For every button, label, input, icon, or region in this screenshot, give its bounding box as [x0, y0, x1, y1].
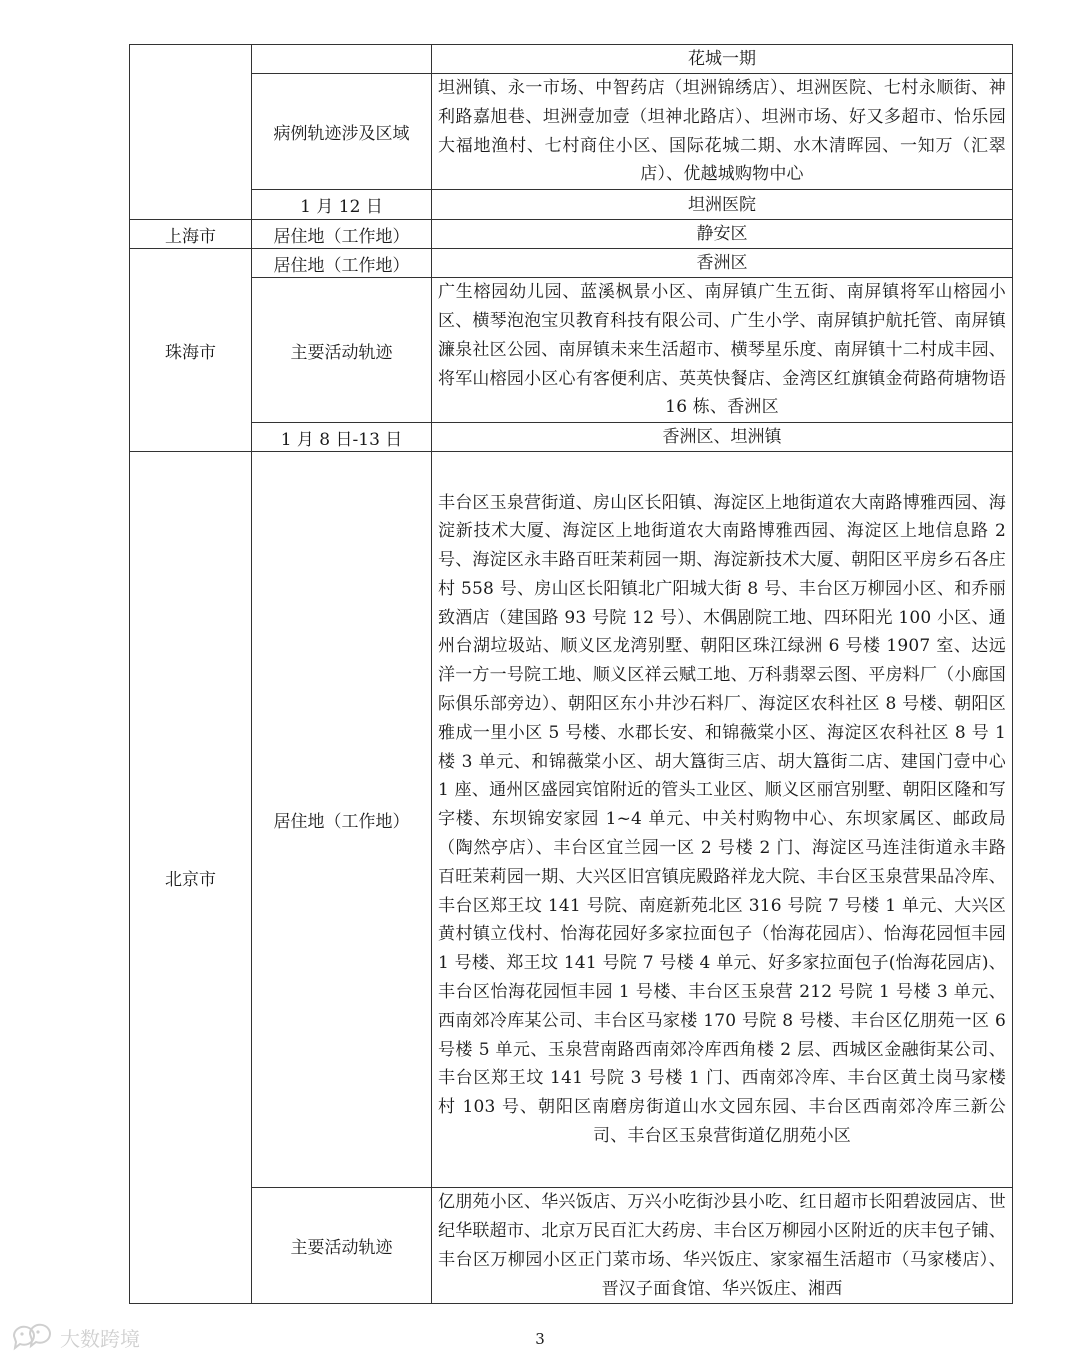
detail-cell [432, 74, 1013, 190]
table-row [130, 220, 1013, 249]
table-row [130, 190, 1013, 220]
page-number: 3 [535, 1330, 545, 1348]
table-row [130, 45, 1013, 74]
detail-cell: 香洲区、坦洲镇 [432, 423, 1013, 452]
category-cell: 居住地（工作地） [252, 249, 432, 278]
category-cell: 居住地（工作地） [252, 452, 432, 1188]
table-row [130, 1188, 1013, 1304]
date-cell: 1 月 8 日-13 日 [252, 423, 432, 452]
table-row [130, 278, 1013, 423]
detail-cell [432, 1188, 1013, 1304]
city-cell-zhongshan-continued [130, 45, 252, 220]
detail-cell: 静安区 [432, 220, 1013, 249]
category-cell: 主要活动轨迹 [252, 278, 432, 423]
detail-text: 广生榕园幼儿园、蓝溪枫景小区、南屏镇广生五街、南屏镇将军山榕园小区、横琴泡泡宝贝教育科技有限公司、广生小学、南屏镇护航托管、南屏镇濂泉社区公园、南屏镇未来生活超市、横琴星乐度、南屏镇十二村成丰园、将军山榕园小区心有客便利店、英英快餐店、金湾区红旗镇金荷路荷塘物语 16 栋、香洲区 [438, 282, 1006, 418]
category-cell: 主要活动轨迹 [252, 1188, 432, 1304]
city-cell: 上海市 [130, 220, 252, 249]
detail-cell: 香洲区 [432, 249, 1013, 278]
city-cell: 北京市 [130, 452, 252, 1304]
detail-cell: 坦洲医院 [432, 190, 1013, 220]
city-cell: 珠海市 [130, 249, 252, 452]
category-cell: 居住地（工作地） [252, 220, 432, 249]
category-cell: 病例轨迹涉及区域 [252, 74, 432, 190]
table-row [130, 74, 1013, 190]
detail-text: 亿朋苑小区、华兴饭店、万兴小吃街沙县小吃、红日超市长阳碧波园店、世纪华联超市、北京万民百汇大药房、丰台区万柳园小区附近的庆丰包子铺、丰台区万柳园小区正门菜市场、华兴饭庄、家家福生活超市（马家楼店）、晋汉子面食馆、华兴饭庄、湘西 [438, 1192, 1006, 1299]
watermark-text: 大数跨境 [60, 1326, 140, 1351]
date-cell: 1 月 12 日 [252, 190, 432, 220]
table-row [130, 452, 1013, 1188]
detail-cell: 花城一期 [432, 45, 1013, 74]
category-cell-empty [252, 45, 432, 74]
detail-cell [432, 452, 1013, 1188]
detail-text: 坦洲镇、永一市场、中智药店（坦洲锦绣店）、坦洲医院、七村永顺街、神利路嘉旭巷、坦洲壹加壹（坦神北路店）、坦洲市场、好又多超市、怡乐园大福地渔村、七村商住小区、国际花城二期、水木清晖园、一知万（汇翠店）、优越城购物中心 [438, 78, 1006, 185]
table-row [130, 249, 1013, 278]
table-row [130, 423, 1013, 452]
trajectory-table [129, 44, 1013, 1304]
detail-text: 丰台区玉泉营街道、房山区长阳镇、海淀区上地街道农大南路博雅西园、海淀新技术大厦、海淀区上地街道农大南路博雅西园、海淀区上地信息路 2 号、海淀区永丰路百旺茉莉园一期、海淀新技术大厦、朝阳区平房乡石各庄村 558 号、房山区长阳镇北广阳城大街 8 号、丰台区万柳园小区、和乔丽致酒店（建国路 93 号院 12 号）、木偶剧院工地、四环阳光 100 小区、通州台湖垃圾站、顺义区龙湾别墅、朝阳区珠江绿洲 6 号楼 1907 室、达远洋一方一号院工地、顺义区祥云赋工地、万科翡翠云图、平房料厂（小廊国际俱乐部旁边）、朝阳区东小井沙石料厂、海淀区农科社区 8 号楼、朝阳区雅成一里小区 5 号楼、水郡长安、和锦薇棠小区、海淀区农科社区 8 号 1 楼 3 单元、和锦薇棠小区、胡大簋街三店、胡大簋街二店、建国门壹中心 1 座、通州区盛园宾馆附近的管头工业区、顺义区丽宫别墅、朝阳区隆和写字楼、东坝锦安家园 1~4 单元、中关村购物中心、东坝家属区、邮政局（陶然亭店）、丰台区宜兰园一区 2 号楼 2 门、海淀区马连洼街道永丰路百旺茉莉园一期、大兴区旧宫镇庑殿路祥龙大院、丰台区玉泉营果品冷库、丰台区郑王坟 141 号院、南庭新苑北区 316 号院 7 号楼 1 单元、大兴区黄村镇立伐村、怡海花园好多家拉面包子（怡海花园店）、怡海花园恒丰园 1 号楼、郑王坟 141 号院 7 号楼 4 单元、好多家拉面包子(怡海花园店)、丰台区怡海花园恒丰园 1 号楼、丰台区玉泉营 212 号院 1 号楼 3 单元、西南郊冷库某公司、丰台区马家楼 170 号院 8 号楼、丰台区亿朋苑一区 6 号楼 5 单元、玉泉营南路西南郊冷库西角楼 2 层、西城区金融街某公司、丰台区郑王坟 141 号院 3 号楼 1 门、西南郊冷库、丰台区黄土岗马家楼村 103 号、朝阳区南磨房街道山水文园东园、丰台区西南郊冷库三新公司、丰台区玉泉营街道亿朋苑小区 [438, 492, 1006, 1147]
detail-cell [432, 278, 1013, 423]
